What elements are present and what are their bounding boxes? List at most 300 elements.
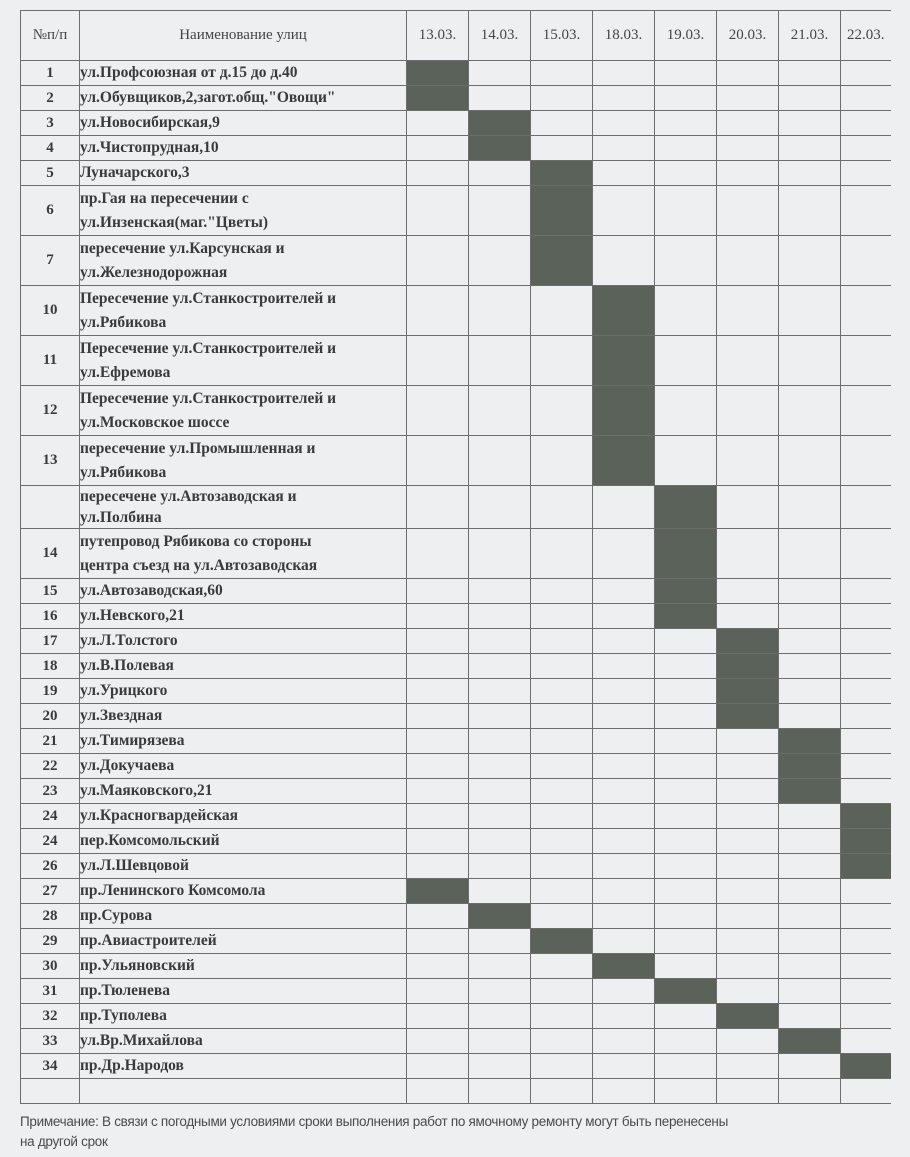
row-number: 33	[21, 1029, 80, 1054]
empty-cell	[407, 1029, 469, 1054]
header-date: 19.03.	[655, 11, 717, 61]
empty-cell	[779, 954, 841, 979]
scheduled-cell	[779, 1029, 841, 1054]
empty-cell	[841, 136, 891, 161]
empty-cell	[655, 161, 717, 186]
scheduled-cell	[469, 111, 531, 136]
empty-cell	[841, 704, 891, 729]
street-name-line: ул.Железнодорожная	[80, 263, 228, 281]
row-number: 1	[21, 61, 80, 86]
table-row	[21, 854, 891, 879]
header-date: 13.03.	[407, 11, 469, 61]
empty-cell	[655, 111, 717, 136]
street-name-line: ул.Урицкого	[80, 682, 168, 699]
empty-cell	[593, 979, 655, 1004]
empty-cell	[531, 1079, 593, 1104]
empty-cell	[469, 929, 531, 954]
row-number: 3	[21, 111, 80, 136]
empty-cell	[407, 286, 469, 336]
row-number: 30	[21, 954, 80, 979]
empty-cell	[407, 629, 469, 654]
schedule-body	[21, 61, 891, 1104]
empty-cell	[593, 629, 655, 654]
table-row	[21, 829, 891, 854]
street-name	[80, 136, 407, 161]
row-number: 28	[21, 904, 80, 929]
empty-cell	[841, 654, 891, 679]
row-number: 19	[21, 679, 80, 704]
scheduled-cell	[655, 979, 717, 1004]
empty-cell	[531, 629, 593, 654]
empty-cell	[655, 929, 717, 954]
empty-cell	[407, 929, 469, 954]
street-name-line: пр.Авиастроителей	[80, 932, 217, 949]
street-name	[80, 286, 407, 336]
repair-schedule-table	[20, 10, 891, 1104]
empty-cell	[655, 1054, 717, 1079]
empty-cell	[655, 61, 717, 86]
empty-cell	[531, 954, 593, 979]
empty-cell	[717, 779, 779, 804]
empty-cell	[779, 236, 841, 286]
empty-cell	[717, 754, 779, 779]
table-row	[21, 161, 891, 186]
empty-cell	[717, 86, 779, 111]
street-name-line: ул.Л.Шевцовой	[80, 857, 189, 874]
empty-cell	[779, 61, 841, 86]
empty-cell	[531, 1004, 593, 1029]
street-name	[80, 1004, 407, 1029]
empty-cell	[531, 904, 593, 929]
empty-cell	[841, 1029, 891, 1054]
empty-cell	[593, 829, 655, 854]
empty-cell	[655, 86, 717, 111]
street-name-line: пересечение ул.Промышленная и	[80, 439, 316, 457]
row-number	[21, 1079, 80, 1104]
row-number: 20	[21, 704, 80, 729]
empty-cell	[469, 954, 531, 979]
table-row	[21, 879, 891, 904]
table-row	[21, 979, 891, 1004]
street-name	[80, 754, 407, 779]
empty-cell	[841, 529, 891, 579]
empty-cell	[717, 604, 779, 629]
empty-cell	[779, 804, 841, 829]
empty-cell	[655, 336, 717, 386]
empty-cell	[531, 86, 593, 111]
empty-cell	[655, 136, 717, 161]
empty-cell	[469, 61, 531, 86]
street-name-line: Пересечение ул.Станкостроителей и	[80, 289, 337, 307]
footnote	[20, 1112, 900, 1152]
empty-cell	[407, 1054, 469, 1079]
row-number: 31	[21, 979, 80, 1004]
row-number: 10	[21, 286, 80, 336]
header-row	[21, 11, 891, 61]
empty-cell	[779, 486, 841, 529]
street-name-line: ул.Рябикова	[80, 463, 167, 481]
street-name-line: ул.Звездная	[80, 707, 163, 724]
street-name-line: Луначарского,3	[80, 164, 190, 181]
empty-cell	[655, 286, 717, 336]
empty-cell	[779, 904, 841, 929]
empty-cell	[841, 336, 891, 386]
empty-cell	[841, 929, 891, 954]
empty-cell	[469, 286, 531, 336]
empty-cell	[779, 929, 841, 954]
street-name	[80, 804, 407, 829]
empty-cell	[593, 161, 655, 186]
empty-cell	[407, 336, 469, 386]
street-name	[80, 979, 407, 1004]
empty-cell	[407, 679, 469, 704]
empty-cell	[717, 386, 779, 436]
street-name-line: пер.Комсомольский	[80, 832, 220, 849]
empty-cell	[407, 236, 469, 286]
empty-cell	[593, 679, 655, 704]
street-name-line: ул.Полбина	[80, 509, 162, 526]
street-name-line: пересечение ул.Карсунская и	[80, 239, 285, 257]
scheduled-cell	[779, 754, 841, 779]
row-number: 34	[21, 1054, 80, 1079]
empty-cell	[407, 754, 469, 779]
empty-cell	[779, 1004, 841, 1029]
table-row	[21, 186, 891, 236]
empty-cell	[655, 386, 717, 436]
street-name-line: ул.Красногвардейская	[80, 807, 239, 824]
street-name	[80, 1054, 407, 1079]
street-name	[80, 86, 407, 111]
empty-cell	[841, 579, 891, 604]
table-row	[21, 1029, 891, 1054]
empty-cell	[469, 854, 531, 879]
empty-cell	[593, 1054, 655, 1079]
empty-cell	[841, 1004, 891, 1029]
empty-cell	[779, 111, 841, 136]
empty-cell	[531, 579, 593, 604]
row-number: 16	[21, 604, 80, 629]
street-name	[80, 186, 407, 236]
empty-cell	[717, 879, 779, 904]
row-number: 24	[21, 829, 80, 854]
empty-cell	[469, 1004, 531, 1029]
table-row	[21, 654, 891, 679]
empty-cell	[593, 136, 655, 161]
street-name	[80, 1029, 407, 1054]
street-name	[80, 436, 407, 486]
table-row	[21, 61, 891, 86]
empty-cell	[779, 136, 841, 161]
empty-cell	[531, 679, 593, 704]
empty-cell	[717, 1054, 779, 1079]
empty-cell	[717, 904, 779, 929]
scheduled-cell	[717, 1004, 779, 1029]
street-name	[80, 111, 407, 136]
empty-cell	[531, 654, 593, 679]
row-number: 23	[21, 779, 80, 804]
empty-cell	[469, 804, 531, 829]
empty-cell	[779, 529, 841, 579]
empty-cell	[407, 186, 469, 236]
empty-cell	[407, 579, 469, 604]
empty-cell	[469, 754, 531, 779]
empty-cell	[469, 829, 531, 854]
street-name	[80, 704, 407, 729]
street-name	[80, 386, 407, 436]
empty-cell	[841, 904, 891, 929]
table-row	[21, 804, 891, 829]
street-name-line: центра съезд на ул.Автозаводская	[80, 556, 318, 574]
street-name-line: ул.Обувщиков,2,загот.общ."Овощи"	[80, 89, 336, 106]
schedule-sheet	[20, 10, 891, 1104]
street-name	[80, 854, 407, 879]
street-name-line: ул.В.Полевая	[80, 657, 174, 674]
scheduled-cell	[531, 161, 593, 186]
empty-cell	[593, 854, 655, 879]
table-row	[21, 1079, 891, 1104]
empty-cell	[531, 754, 593, 779]
empty-cell	[779, 629, 841, 654]
table-row	[21, 629, 891, 654]
scheduled-cell	[407, 61, 469, 86]
empty-cell	[593, 904, 655, 929]
empty-cell	[779, 704, 841, 729]
scheduled-cell	[531, 929, 593, 954]
street-name	[80, 654, 407, 679]
header-date: 14.03.	[469, 11, 531, 61]
empty-cell	[779, 854, 841, 879]
empty-cell	[407, 779, 469, 804]
street-name-line: ул.Автозаводская,60	[80, 582, 223, 599]
row-number: 29	[21, 929, 80, 954]
empty-cell	[531, 879, 593, 904]
empty-cell	[655, 954, 717, 979]
empty-cell	[469, 654, 531, 679]
empty-cell	[407, 954, 469, 979]
row-number: 2	[21, 86, 80, 111]
street-name-line: пр.Др.Народов	[80, 1057, 184, 1074]
empty-cell	[531, 136, 593, 161]
empty-cell	[717, 111, 779, 136]
scheduled-cell	[469, 136, 531, 161]
empty-cell	[779, 336, 841, 386]
empty-cell	[531, 729, 593, 754]
empty-cell	[407, 1004, 469, 1029]
empty-cell	[717, 929, 779, 954]
empty-cell	[841, 629, 891, 654]
empty-cell	[407, 904, 469, 929]
footnote-line: Примечание: В связи с погодными условиями сроки выполнения работ по ямочному ремонту могут быть перенесены	[20, 1114, 728, 1129]
empty-cell	[779, 1054, 841, 1079]
street-name	[80, 161, 407, 186]
empty-cell	[655, 236, 717, 286]
empty-cell	[655, 729, 717, 754]
empty-cell	[779, 604, 841, 629]
scheduled-cell	[407, 86, 469, 111]
street-name-line: ул.Профсоюзная от д.15 до д.40	[80, 64, 298, 81]
empty-cell	[717, 286, 779, 336]
empty-cell	[717, 436, 779, 486]
empty-cell	[469, 86, 531, 111]
table-row	[21, 486, 891, 529]
table-row	[21, 336, 891, 386]
table-row	[21, 929, 891, 954]
street-name-line: ул.Вр.Михайлова	[80, 1032, 203, 1049]
empty-cell	[469, 879, 531, 904]
empty-cell	[407, 604, 469, 629]
row-number: 18	[21, 654, 80, 679]
empty-cell	[841, 679, 891, 704]
empty-cell	[593, 729, 655, 754]
empty-cell	[779, 286, 841, 336]
empty-cell	[717, 529, 779, 579]
empty-cell	[717, 579, 779, 604]
empty-cell	[655, 186, 717, 236]
street-name	[80, 729, 407, 754]
table-row	[21, 579, 891, 604]
header-street-name: Наименование улиц	[80, 11, 407, 61]
row-number: 11	[21, 336, 80, 386]
empty-cell	[593, 579, 655, 604]
empty-cell	[841, 879, 891, 904]
row-number: 14	[21, 529, 80, 579]
empty-cell	[593, 754, 655, 779]
street-name	[80, 336, 407, 386]
empty-cell	[593, 111, 655, 136]
empty-cell	[779, 979, 841, 1004]
scheduled-cell	[407, 879, 469, 904]
street-name-line: ул.Московское шоссе	[80, 413, 230, 431]
header-num: №п/п	[21, 11, 80, 61]
street-name-line: Пересечение ул.Станкостроителей и	[80, 339, 337, 357]
street-name	[80, 61, 407, 86]
empty-cell	[655, 654, 717, 679]
empty-cell	[655, 1004, 717, 1029]
empty-cell	[469, 336, 531, 386]
scheduled-cell	[717, 654, 779, 679]
empty-cell	[717, 979, 779, 1004]
street-name	[80, 829, 407, 854]
street-name-line: ул.Новосибирская,9	[80, 114, 220, 131]
empty-cell	[717, 61, 779, 86]
empty-cell	[593, 1029, 655, 1054]
empty-cell	[655, 779, 717, 804]
table-row	[21, 386, 891, 436]
row-number: 7	[21, 236, 80, 286]
street-name-line: ул.Докучаева	[80, 757, 175, 774]
empty-cell	[841, 1079, 891, 1104]
table-row	[21, 136, 891, 161]
empty-cell	[841, 286, 891, 336]
empty-cell	[531, 111, 593, 136]
empty-cell	[717, 161, 779, 186]
table-row	[21, 86, 891, 111]
empty-cell	[407, 729, 469, 754]
street-name-line: ул.Тимирязева	[80, 732, 185, 749]
empty-cell	[655, 804, 717, 829]
empty-cell	[407, 161, 469, 186]
empty-cell	[469, 629, 531, 654]
empty-cell	[717, 186, 779, 236]
empty-cell	[531, 704, 593, 729]
empty-cell	[407, 829, 469, 854]
empty-cell	[469, 579, 531, 604]
empty-cell	[841, 86, 891, 111]
empty-cell	[779, 829, 841, 854]
table-row	[21, 1004, 891, 1029]
empty-cell	[717, 729, 779, 754]
empty-cell	[717, 236, 779, 286]
empty-cell	[655, 436, 717, 486]
empty-cell	[593, 86, 655, 111]
street-name-line: ул.Инзенская(маг."Цветы)	[80, 213, 268, 231]
scheduled-cell	[841, 854, 891, 879]
empty-cell	[469, 979, 531, 1004]
street-name	[80, 486, 407, 529]
scheduled-cell	[717, 629, 779, 654]
empty-cell	[779, 86, 841, 111]
street-name-line: ул.Рябикова	[80, 313, 167, 331]
scheduled-cell	[593, 386, 655, 436]
table-row	[21, 904, 891, 929]
scheduled-cell	[841, 804, 891, 829]
table-row	[21, 436, 891, 486]
empty-cell	[593, 186, 655, 236]
scheduled-cell	[717, 679, 779, 704]
street-name	[80, 929, 407, 954]
empty-cell	[717, 136, 779, 161]
empty-cell	[531, 486, 593, 529]
empty-cell	[717, 804, 779, 829]
street-name-line: пр.Гая на пересечении с	[80, 189, 249, 207]
street-name-line: пр.Ульяновский	[80, 957, 195, 974]
empty-cell	[407, 804, 469, 829]
empty-cell	[717, 829, 779, 854]
empty-cell	[469, 529, 531, 579]
row-number: 32	[21, 1004, 80, 1029]
table-row	[21, 111, 891, 136]
empty-cell	[469, 1029, 531, 1054]
empty-cell	[655, 679, 717, 704]
empty-cell	[841, 61, 891, 86]
empty-cell	[531, 804, 593, 829]
row-number: 27	[21, 879, 80, 904]
empty-cell	[655, 904, 717, 929]
street-name-line: пр.Тюленева	[80, 982, 170, 999]
empty-cell	[779, 879, 841, 904]
scheduled-cell	[779, 779, 841, 804]
empty-cell	[531, 779, 593, 804]
table-row	[21, 679, 891, 704]
street-name-line: пр.Ленинского Комсомола	[80, 882, 266, 899]
street-name	[80, 904, 407, 929]
table-row	[21, 729, 891, 754]
empty-cell	[779, 161, 841, 186]
empty-cell	[531, 436, 593, 486]
empty-cell	[779, 186, 841, 236]
empty-cell	[841, 604, 891, 629]
table-row	[21, 286, 891, 336]
empty-cell	[593, 236, 655, 286]
empty-cell	[593, 604, 655, 629]
street-name-line: путепровод Рябикова со стороны	[80, 532, 312, 550]
empty-cell	[531, 529, 593, 579]
empty-cell	[779, 386, 841, 436]
header-date: 20.03.	[717, 11, 779, 61]
street-name-line: Пересечение ул.Станкостроителей и	[80, 389, 337, 407]
empty-cell	[407, 486, 469, 529]
empty-cell	[717, 854, 779, 879]
